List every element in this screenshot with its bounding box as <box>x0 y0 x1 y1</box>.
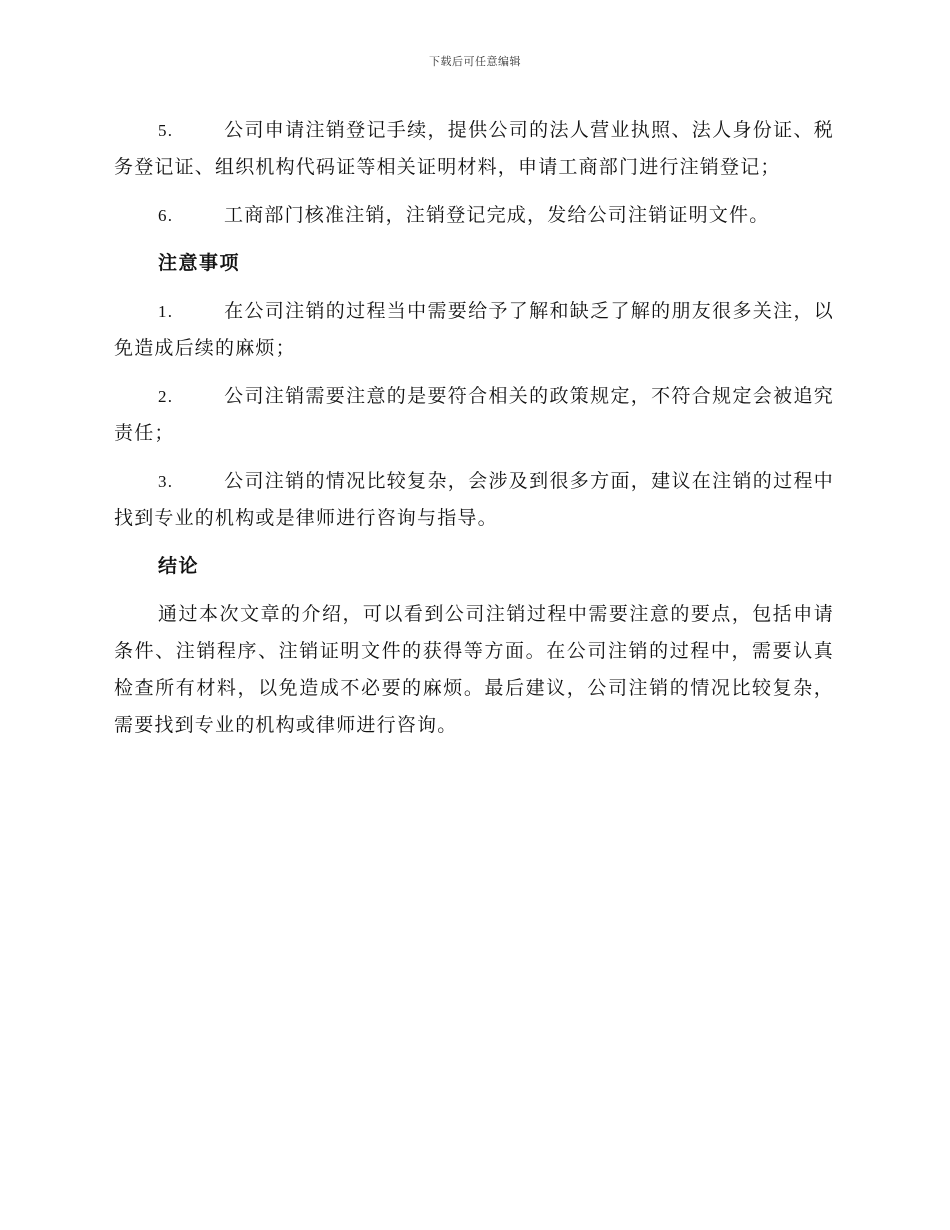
step-number: 5. <box>158 121 174 140</box>
note-text: 公司注销的情况比较复杂，会涉及到很多方面，建议在注销的过程中找到专业的机构或是律师进行咨询与指导。 <box>114 470 834 529</box>
step-item-5 <box>114 112 834 186</box>
note-item-1 <box>114 293 834 367</box>
note-number: 3. <box>158 472 174 491</box>
step-text: 公司申请注销登记手续，提供公司的法人营业执照、法人身份证、税务登记证、组织机构代码证等相关证明材料，申请工商部门进行注销登记； <box>114 119 834 178</box>
note-item-3 <box>114 463 834 537</box>
note-item-2 <box>114 378 834 452</box>
note-text: 在公司注销的过程当中需要给予了解和缺乏了解的朋友很多关注，以免造成后续的麻烦； <box>114 300 834 359</box>
note-number: 1. <box>158 302 174 321</box>
notes-heading: 注意事项 <box>158 252 241 274</box>
step-text: 工商部门核准注销，注销登记完成，发给公司注销证明文件。 <box>224 204 770 226</box>
document-body <box>114 112 834 755</box>
conclusion-heading: 结论 <box>158 555 200 577</box>
note-text: 公司注销需要注意的是要符合相关的政策规定，不符合规定会被追究责任； <box>114 385 834 444</box>
note-number: 2. <box>158 387 174 406</box>
page-header: 下载后可任意编辑 <box>429 55 521 68</box>
conclusion-paragraph: 通过本次文章的介绍，可以看到公司注销过程中需要注意的要点，包括申请条件、注销程序、注销证明文件的获得等方面。在公司注销的过程中，需要认真检查所有材料，以免造成不必要的麻烦。最后建议，公司注销的情况比较复杂，需要找到专业的机构或律师进行咨询。 <box>114 603 834 736</box>
step-item-6 <box>114 197 834 234</box>
step-number: 6. <box>158 206 174 225</box>
